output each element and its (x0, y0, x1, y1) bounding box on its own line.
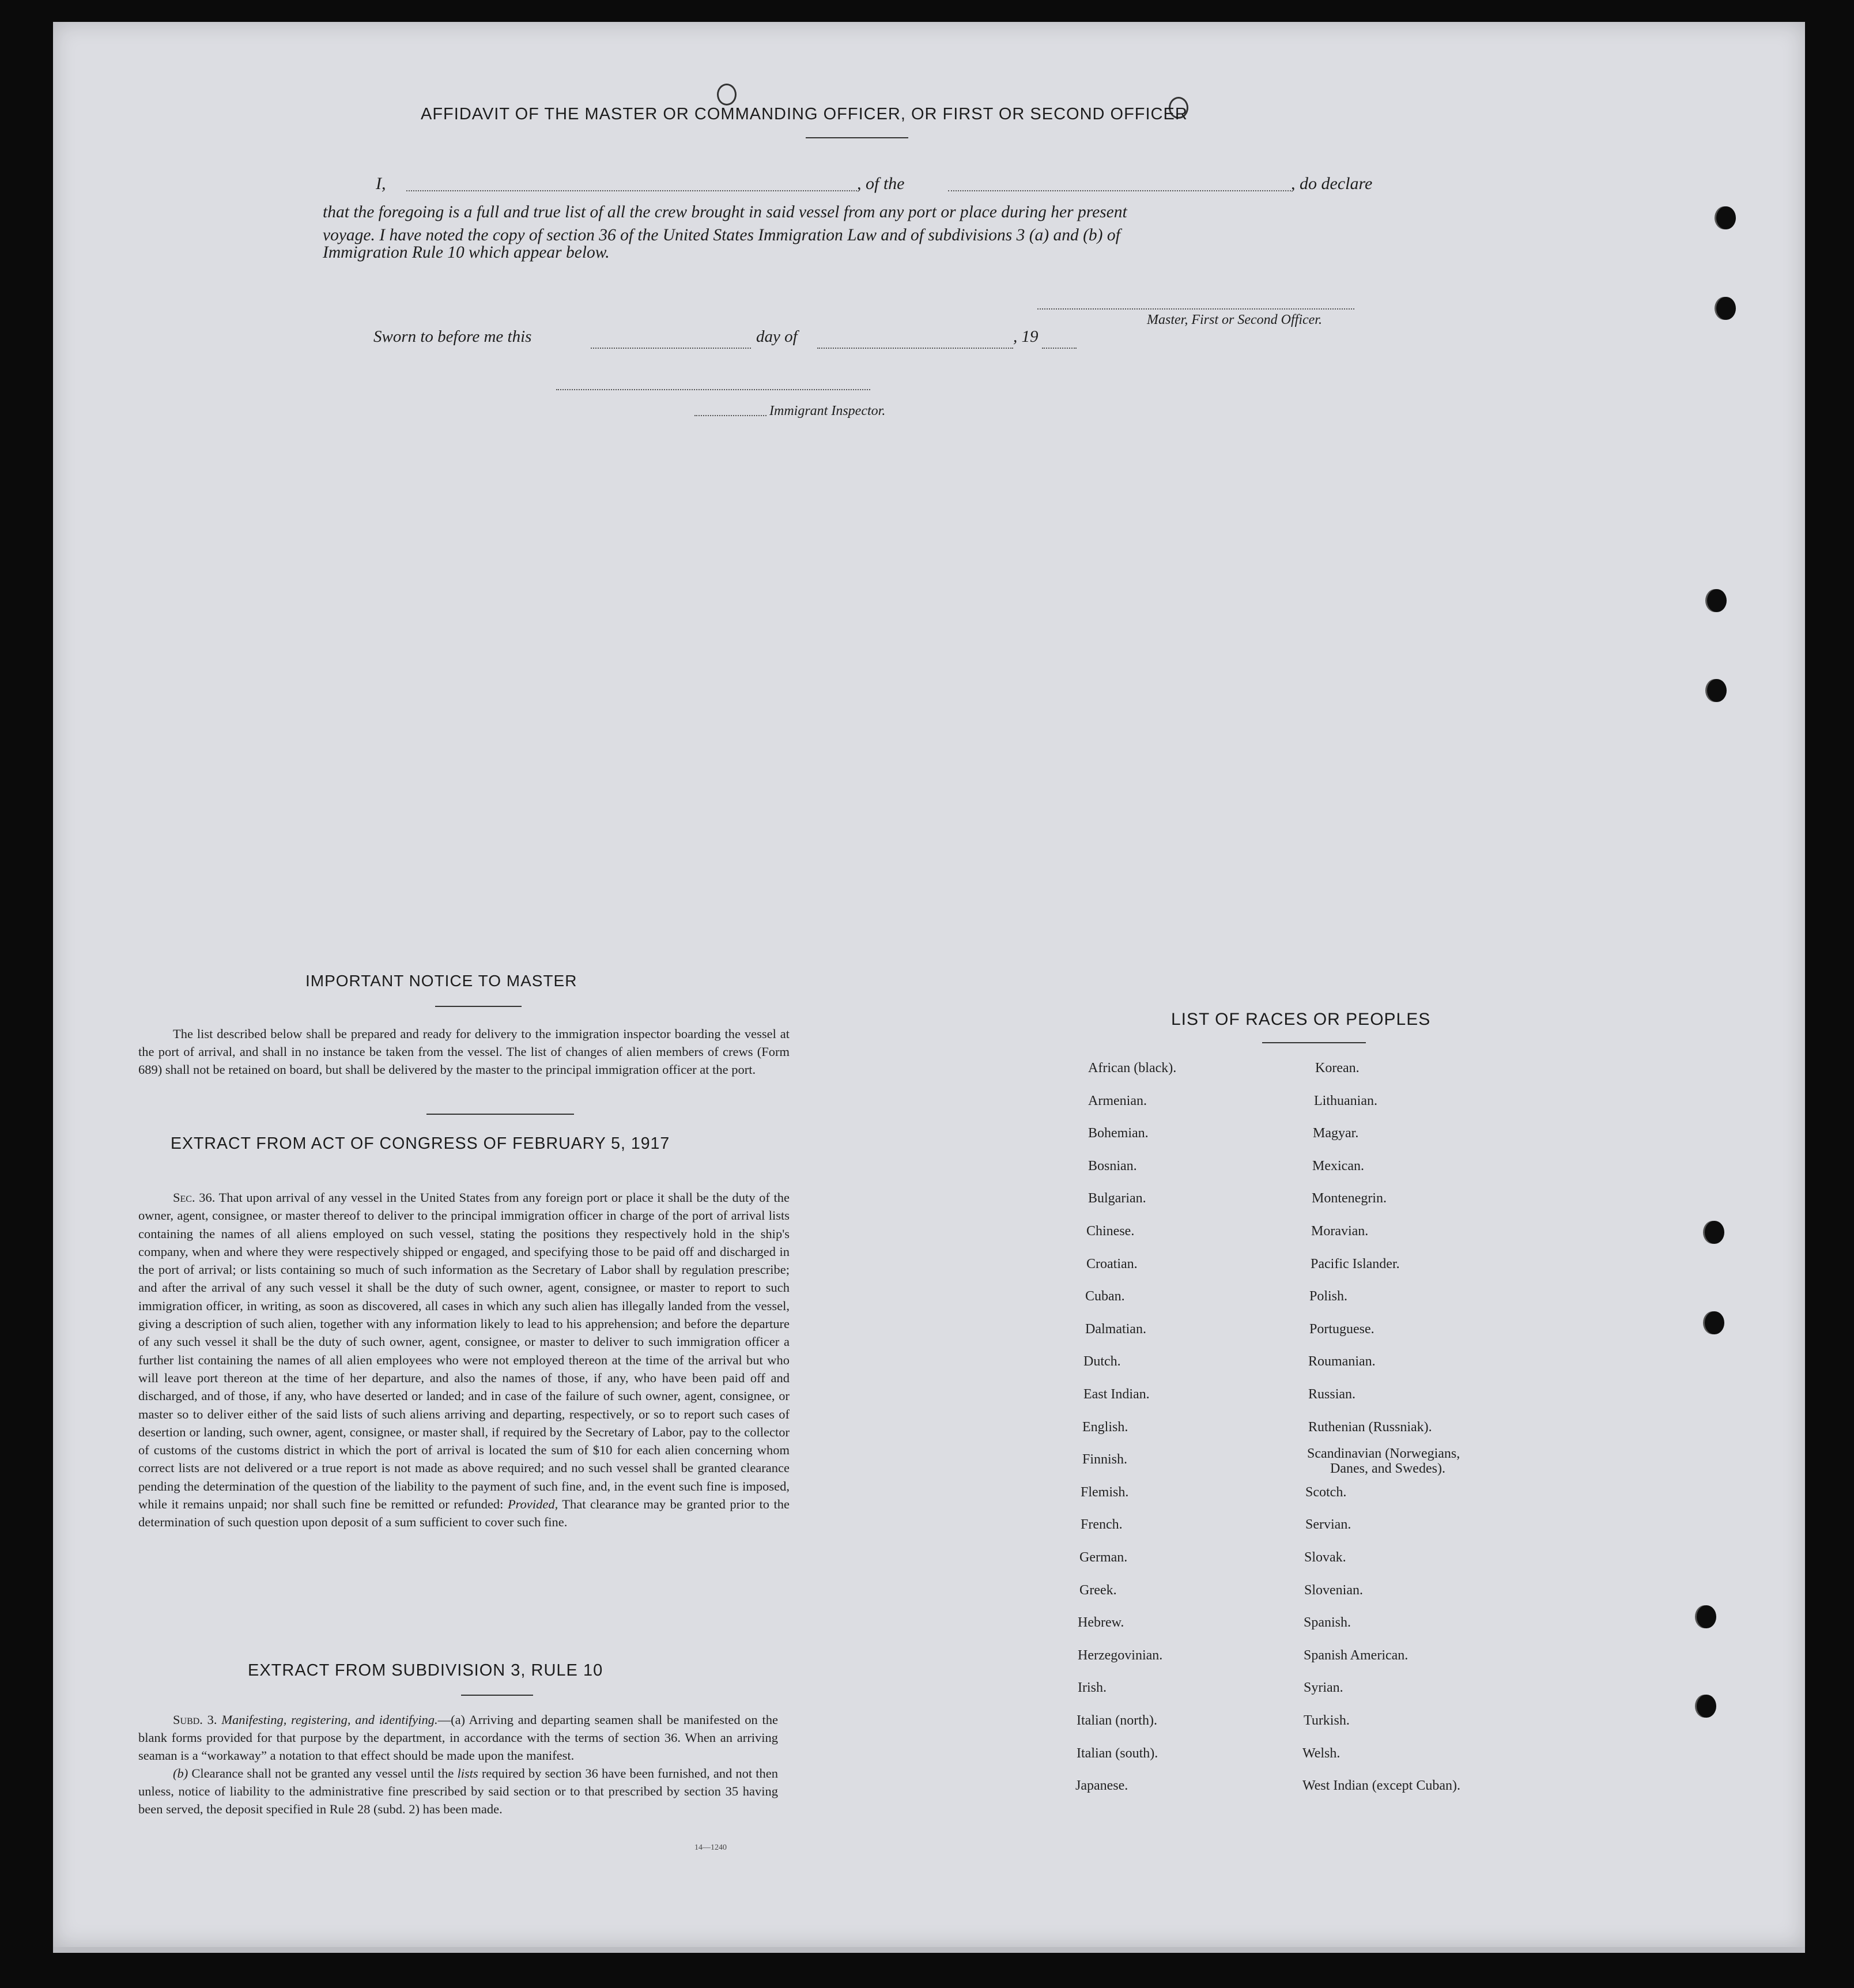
race-item: Spanish American. (1304, 1647, 1409, 1663)
affidavit-line3: voyage. I have noted the copy of section 36 of the United States Immigration Law and of subdivisions 3 (a) and (b) of (323, 226, 1120, 244)
subd-label: Subd. 3. (173, 1712, 217, 1727)
provided-text: That clearance may be granted prior to the determination of such question upon deposit of a sum sufficient to cover such fine. (138, 1497, 790, 1530)
race-item: Dutch. (1083, 1354, 1121, 1370)
race-item: Roumanian. (1308, 1354, 1376, 1370)
affidavit-line4: Immigration Rule 10 which appear below. (323, 243, 610, 262)
race-item: Scotch. (1305, 1484, 1347, 1500)
race-item: Bohemian. (1088, 1126, 1149, 1141)
race-item: Bosnian. (1088, 1158, 1137, 1174)
race-item: Turkish. (1304, 1713, 1350, 1728)
subd-b-text1: Clearance shall not be granted any vessel until the (191, 1766, 454, 1780)
race-item: Montenegrin. (1312, 1191, 1387, 1206)
subd-b-text2: required by section 36 have been furnished, and not then unless, notice of liability to the administrative fine prescribed by said section or to that prescribed by section 35 having been served, the deposit specified in Rule 28 (subd. 2) has been made. (138, 1766, 779, 1816)
sworn-year-label: , 19 (1013, 327, 1039, 346)
race-item: East Indian. (1083, 1387, 1150, 1402)
race-item: French. (1081, 1517, 1123, 1533)
act-title: EXTRACT FROM ACT OF CONGRESS OF FEBRUARY 5, 1917 (171, 1134, 670, 1153)
race-item: Herzegovinian. (1078, 1647, 1163, 1663)
race-item: Japanese. (1075, 1778, 1128, 1794)
race-item: Hebrew. (1078, 1615, 1124, 1631)
race-item: Slovak. (1304, 1550, 1346, 1565)
race-item: African (black). (1088, 1061, 1177, 1076)
act-body: That upon arrival of any vessel in the United States from any foreign port or place it shall be the duty of the owner, agent, consignee, or master thereof to deliver to the principal immigration officer in charge of the port of arrival lists containing the names of all aliens employed on such vessel, stating the positions they respectively hold in the ship's company, when and where they were respectively shipped or engaged, and specifying those to be paid off and discharged in the port of arrival; or lists containing so much of such information as the Secretary of Labor shall by regulation prescribe; and after the arrival of any such vessel it shall be the duty of such owner, agent, consignee, or master to report to such immigration officer, in writing, as soon as discovered, all cases in which any such alien has illegally landed from the vessel, giving a description of such alien, together with any information likely to lead to his apprehension; and before the departure of any such vessel it shall be the duty of such owner, agent, consignee, or master to deliver to such immigration officer a further list containing the names of all alien employees who were not employed thereon at the time of the arrival but who will leave port thereon at the time of her departure, and also the names of those, if any, who have been paid off and discharged, and of those, if any, who have deserted or landed; and in case of the failure of such owner, agent, consignee, or master so to deliver either of the said lists of such aliens arriving and departing, respectively, or so to report such cases of desertion or landing, such owner, agent, consignee, or master shall, if required by the Secretary of Labor, pay to the collector of customs of the customs district in which the port of arrival is located the sum of $10 for each alien concerning whom correct lists are not delivered or a true report is not made as above required; and no such vessel shall be granted clearance pending the determination of the question of the liability to the payment of such fine, and, in the event such fine is imposed, while it remains unpaid; nor shall such fine be remitted or refunded: (138, 1190, 790, 1512)
sec-label: Sec. 36. (173, 1190, 216, 1205)
affidavit-title: AFFIDAVIT OF THE MASTER OR COMMANDING OFFICER, OR FIRST OR SECOND OFFICER (421, 105, 1188, 123)
race-item: Spanish. (1304, 1615, 1351, 1631)
affidavit-line1-mid: , of the (857, 174, 905, 193)
race-item: Lithuanian. (1314, 1093, 1377, 1108)
notice-title: IMPORTANT NOTICE TO MASTER (305, 972, 577, 990)
race-item: Syrian. (1304, 1680, 1343, 1696)
race-item: Scandinavian (Norwegians, (1307, 1446, 1460, 1462)
race-item: Slovenian. (1304, 1582, 1363, 1598)
race-item: Russian. (1308, 1387, 1356, 1402)
race-item: Welsh. (1302, 1745, 1341, 1761)
subd-heading: Manifesting, registering, and identifying. (221, 1712, 438, 1727)
subd-b-label: (b) (173, 1766, 188, 1780)
races-title: LIST OF RACES OR PEOPLES (1171, 1010, 1431, 1029)
race-item: German. (1079, 1550, 1128, 1565)
race-item: Flemish. (1081, 1484, 1129, 1500)
subd-a-text: Arriving and departing seamen shall be manifested on the blank forms provided for that purpose by the department, in accordance with the terms of section 36. When an arriving seaman is a “workaway” a notation to that effect should be made upon the manifest. (138, 1712, 778, 1763)
race-item: Servian. (1305, 1517, 1351, 1533)
rule-title: EXTRACT FROM SUBDIVISION 3, RULE 10 (248, 1661, 603, 1680)
race-item: Portuguese. (1309, 1321, 1375, 1337)
race-item: Bulgarian. (1088, 1191, 1146, 1206)
race-item: Cuban. (1085, 1289, 1125, 1304)
race-item: Polish. (1309, 1289, 1348, 1304)
race-item: Italian (north). (1077, 1713, 1157, 1728)
notice-paragraph: The list described below shall be prepared and ready for delivery to the immigration inspector boarding the vessel at the port of arrival, and shall in no instance be taken from the vessel. The list of changes of alien members of crews (Form 689) shall not be retained on board, but shall be delivered by the master to the principal immigration officer at the port. (138, 1027, 790, 1077)
race-item: Magyar. (1313, 1126, 1359, 1141)
race-item: Korean. (1315, 1061, 1360, 1076)
race-item: Croatian. (1086, 1256, 1138, 1272)
race-item: Italian (south). (1077, 1745, 1158, 1761)
race-item: Pacific Islander. (1311, 1256, 1400, 1272)
affidavit-line2: that the foregoing is a full and true list of all the crew brought in said vessel from any port or place during her present (323, 203, 1127, 221)
race-item: Ruthenian (Russniak). (1308, 1419, 1432, 1435)
subd-b-lists: lists (457, 1766, 478, 1780)
sworn-day-label: day of (756, 327, 798, 346)
race-item: Dalmatian. (1085, 1321, 1146, 1337)
signature-label: Master, First or Second Officer. (1147, 312, 1322, 327)
form-number: 14—1240 (694, 1843, 727, 1852)
affidavit-line1-start: I, (376, 174, 386, 193)
race-item: Moravian. (1311, 1224, 1369, 1239)
race-item: Mexican. (1312, 1158, 1364, 1174)
provided-label: Provided, (507, 1497, 558, 1512)
sworn-text: Sworn to before me this (373, 327, 532, 346)
inspector-label: Immigrant Inspector. (769, 403, 886, 418)
race-item: West Indian (except Cuban). (1302, 1778, 1460, 1794)
race-item: Chinese. (1086, 1224, 1135, 1239)
race-item: Armenian. (1088, 1093, 1147, 1108)
race-item: Finnish. (1082, 1452, 1128, 1468)
race-item-continuation: Danes, and Swedes). (1330, 1461, 1445, 1477)
race-item: Greek. (1079, 1582, 1117, 1598)
race-item: Irish. (1078, 1680, 1107, 1696)
subd-a-label: —(a) (437, 1712, 466, 1727)
affidavit-line1-end: , do declare (1291, 174, 1373, 193)
race-item: English. (1082, 1419, 1128, 1435)
